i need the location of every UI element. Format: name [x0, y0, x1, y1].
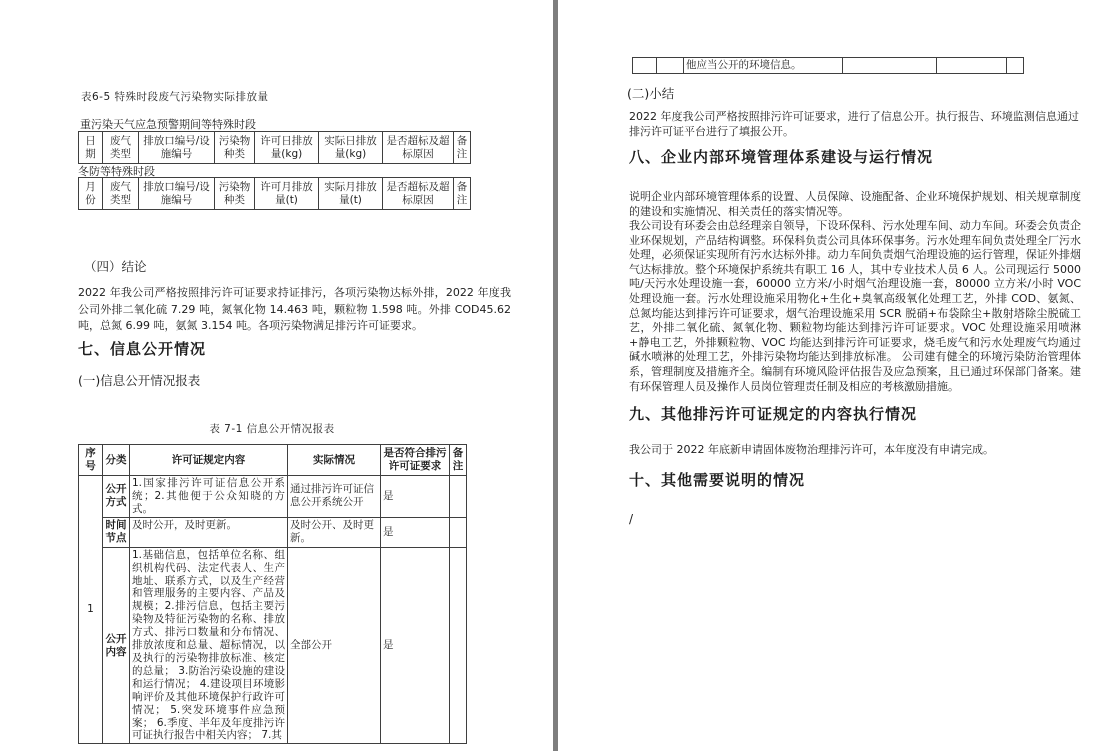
- section-sub2-heading: (二)小结: [627, 86, 675, 101]
- compliance-cell: 是: [381, 517, 450, 547]
- header-cell: 序号: [79, 445, 103, 476]
- actual-cell: 通过排污许可证信息公开系统公开: [288, 476, 381, 518]
- header-cell: 许可证规定内容: [130, 445, 288, 476]
- required-content-cell: 他应当公开的环境信息。: [684, 58, 843, 74]
- section-10-heading: 十、其他需要说明的情况: [629, 471, 806, 489]
- section-7-subheading: (一)信息公开情况报表: [78, 373, 201, 388]
- table-row: [79, 547, 467, 744]
- header-cell: 实际情况: [288, 445, 381, 476]
- summary-paragraph: 2022 年度我公司严格按照排污许可证要求，进行了信息公开。执行报告、环境监测信息通过排污许可证平台进行了填报公开。: [629, 110, 1079, 138]
- required-content-cell: 1.基础信息，包括单位名称、组织机构代码、法定代表人、生产地址、联系方式，以及生产经营和管理服务的主要内容、产品及规模；2.排污信息，包括主要污染物及特征污染物的名称、排放方式、排污口数量和分布情况、排放浓度和总量、超标情况，以及执行的污染物排放标准、核定的总量； 3.防治污染设施的建设和运行情况； 4.建设项目环境影响评价及其他环境保护行政许可情况； 5.突发环境事件应急预案； 6.季度、半年及年度排污许可证执行报告中相关内容； 7.其: [130, 547, 288, 744]
- header-cell: 是否超标及超标原因: [383, 178, 454, 210]
- table-header-row: [79, 132, 471, 164]
- header-cell: 日期: [79, 132, 103, 164]
- section-8-paragraph-2: 我公司设有环委会由总经理亲自领导，下设环保科、污水处理车间、动力车间。环委会负责企业环保规划，产品结构调整。环保科负责公司具体环保事务。污水处理车间负责处理全厂污水处理，必须保证实现所有污水达标外排。动力车间负责烟气治理设施的运行管理，保证外排烟气达标排放。整个环境保护系统共有职工 16 人，其中专业技术人员 6 人。公司现运行 5000 吨/天污水处理设施一套，60000 立方米/小时烟气治理设施一套，80000 立方米/小时 VOC 处理设施一套。污水处理设施采用物化+生化+臭氧高级氧化处理工艺，外排 COD、氨氮、总氮均能达到排污许可证要求，烟气治理设施采用 SCR 脱硝+布袋除尘+散射塔除尘脱硫工艺，外排二氧化硫、氮氧化物、颗粒物均能达到排污许可证要求。VOC 处理设施采用喷淋+静电工艺，外排颗粒物、VOC 均能达到排污许可证要求，烧毛废气和污水处理废气均通过碱水喷淋的处理工艺，外排污染物均能达到排放标准。 公司建有健全的环境污染防治管理体系，管理制度及措施齐全。编制有环境风险评估报告及应急预案，且已通过环保部门备案。建有环保管理人员及操作人员岗位管理责任制及相应的考核激励措施。: [629, 219, 1081, 393]
- table-row: [79, 517, 467, 547]
- header-cell: 废气类型: [103, 178, 139, 210]
- table-header-row: [79, 178, 471, 210]
- header-cell: 污染物种类: [215, 178, 255, 210]
- section-9-paragraph: 我公司于 2022 年底新申请固体废物治理排污许可，本年度没有申请完成。: [629, 443, 994, 456]
- table-row: [79, 476, 467, 518]
- winter-period-label: 冬防等特殊时段: [78, 165, 155, 178]
- conclusion-paragraph: 2022 年我公司严格按照排污许可证要求持证排污，各项污染物达标外排，2022 年度我公司外排二氧化硫 7.29 吨，氮氧化物 14.463 吨，颗粒物 1.598 吨。外排 COD45.62 吨，总氮 6.99 吨，氨氮 3.154 吨。各项污染物满足排污许可证要求。: [78, 286, 511, 332]
- header-cell: 实际月排放量(t): [319, 178, 383, 210]
- table-row: [633, 58, 1024, 74]
- seq-cell: [633, 58, 657, 74]
- section-10-placeholder: /: [629, 512, 634, 526]
- header-cell: 是否符合排污许可证要求: [381, 445, 450, 476]
- actual-cell: [843, 58, 937, 74]
- section-8-paragraph-1: 说明企业内部环境管理体系的设置、人员保障、设施配备、企业环境保护规划、相关规章制度的建设和实施情况、相关责任的落实情况等。: [629, 190, 1081, 218]
- header-cell: 备注: [450, 445, 467, 476]
- header-cell: 分类: [103, 445, 130, 476]
- winter-emission-table: [78, 177, 471, 210]
- header-cell: 许可日排放量(kg): [255, 132, 319, 164]
- table-7-1-caption: 表 7-1 信息公开情况报表: [209, 423, 335, 435]
- category-cell: 公开内容: [103, 547, 130, 744]
- category-cell: [657, 58, 684, 74]
- header-cell: 排放口编号/设施编号: [139, 178, 215, 210]
- header-cell: 备注: [454, 178, 471, 210]
- header-cell: 许可月排放量(t): [255, 178, 319, 210]
- header-cell: 备注: [454, 132, 471, 164]
- remark-cell: [450, 476, 467, 518]
- table-header-row: [79, 445, 467, 476]
- required-content-cell: 1.国家排污许可证信息公开系统；2.其他便于公众知晓的方式。: [130, 476, 288, 518]
- header-cell: 实际日排放量(kg): [319, 132, 383, 164]
- remark-cell: [450, 547, 467, 744]
- document-page-right: [558, 0, 1100, 751]
- actual-cell: 全部公开: [288, 547, 381, 744]
- section-8-heading: 八、企业内部环境管理体系建设与运行情况: [629, 148, 934, 166]
- compliance-cell: [937, 58, 1007, 74]
- compliance-cell: 是: [381, 547, 450, 744]
- header-cell: 排放口编号/设施编号: [139, 132, 215, 164]
- seq-cell: 1: [79, 476, 103, 744]
- info-disclosure-table: [78, 444, 467, 744]
- header-cell: 月份: [79, 178, 103, 210]
- section-7-heading: 七、信息公开情况: [78, 340, 207, 358]
- category-cell: 公开方式: [103, 476, 130, 518]
- section-9-heading: 九、其他排污许可证规定的内容执行情况: [629, 405, 918, 423]
- table-6-5-caption: 表6-5 特殊时段废气污染物实际排放量: [81, 91, 269, 103]
- required-content-cell: 及时公开，及时更新。: [130, 517, 288, 547]
- compliance-cell: 是: [381, 476, 450, 518]
- conclusion-heading: （四）结论: [84, 259, 147, 274]
- category-cell: 时间节点: [103, 517, 130, 547]
- header-cell: 污染物种类: [215, 132, 255, 164]
- emergency-emission-table: [78, 131, 471, 164]
- remark-cell: [450, 517, 467, 547]
- info-disclosure-table-continuation: [632, 57, 1024, 74]
- emergency-period-label: 重污染天气应急预警期间等特殊时段: [80, 118, 256, 131]
- remark-cell: [1007, 58, 1024, 74]
- actual-cell: 及时公开、及时更新。: [288, 517, 381, 547]
- header-cell: 是否超标及超标原因: [383, 132, 454, 164]
- header-cell: 废气类型: [103, 132, 139, 164]
